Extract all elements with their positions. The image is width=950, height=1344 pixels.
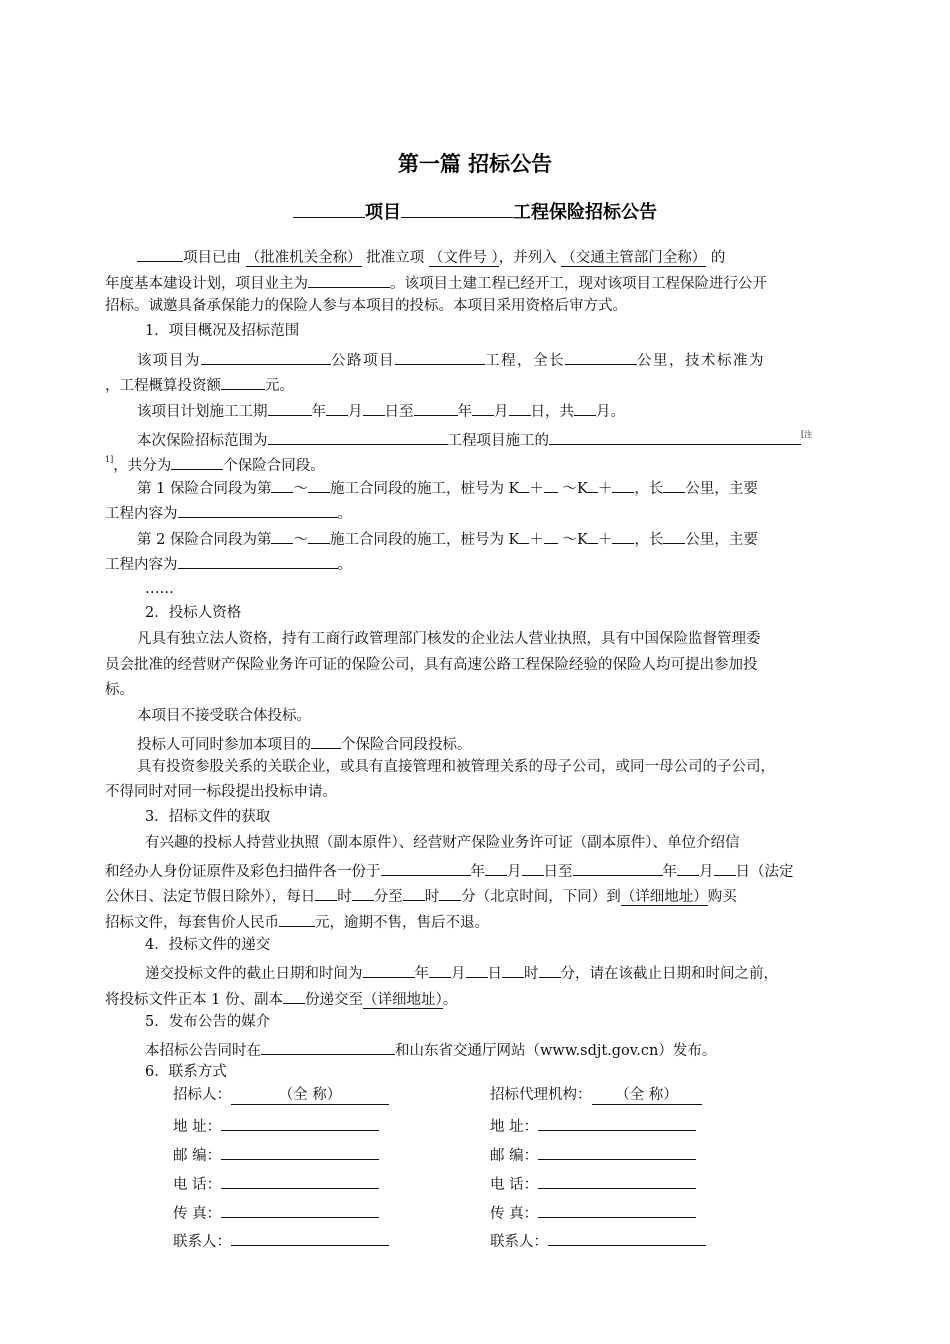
label: 邮 编： [490, 1148, 539, 1164]
text: 月。 [596, 404, 625, 420]
text: 批准立项 [366, 250, 425, 266]
blank [221, 1144, 379, 1160]
text: 本招标公告同时在 [145, 1043, 261, 1059]
s2-para-4-l1: 具有投资参股关系的关联企业，或具有直接管理和被管理关系的母子公司，或同一母公司的子公司， [137, 759, 775, 775]
text: 公休日、法定节假日除外），每日 [105, 889, 316, 905]
s3-line-4 [105, 911, 860, 932]
text: ，长 [634, 532, 664, 548]
label: 联系人： [173, 1234, 231, 1250]
blank [308, 272, 390, 288]
blank [509, 400, 531, 416]
blank [171, 454, 223, 470]
transport-authority: （交通主管部门全称） [561, 250, 707, 266]
blank [414, 400, 458, 416]
text: 和山东省交通厅网站（www.sdjt.gov.cn）发布。 [395, 1043, 717, 1059]
tenderer-name: （全 称） [231, 1086, 389, 1105]
blank [221, 374, 265, 390]
contract-section-2-cont [105, 553, 860, 574]
s1-para-2 [137, 400, 892, 421]
blank [548, 1230, 706, 1246]
text: 分至 [373, 889, 403, 905]
blank [466, 962, 488, 978]
text: 项目已由 [183, 250, 241, 266]
text: 施工合同段的施工，桩号为 K [329, 532, 520, 548]
left-postcode-row [173, 1144, 379, 1165]
contract-section-1 [137, 477, 892, 498]
blank [293, 200, 365, 218]
blank [308, 477, 330, 493]
blank [539, 962, 561, 978]
text: 元。 [265, 378, 294, 394]
detailed-address: （详细地址） [620, 889, 708, 905]
text: ＋ [597, 532, 613, 548]
blank [401, 200, 513, 218]
text: 份递交至 [304, 992, 363, 1008]
text: ～K [562, 532, 588, 548]
blank [363, 962, 415, 978]
text: 年 [662, 864, 677, 880]
text: 日至 [384, 404, 414, 420]
text: ～ [293, 532, 308, 548]
right-address-row [490, 1115, 696, 1136]
blank [439, 885, 461, 901]
text: ，长 [634, 481, 664, 497]
blank [352, 885, 374, 901]
label: 招标代理机构： [490, 1087, 592, 1103]
text: ＋ [529, 532, 544, 548]
text: 年 [470, 864, 485, 880]
text: 第 1 保险合同段为第 [137, 481, 272, 497]
blank [663, 528, 685, 544]
s2-para-4-l2: 不得同时对同一标段提出投标申请。 [105, 784, 337, 800]
label: 电 话： [173, 1177, 222, 1193]
text: 时 [424, 889, 440, 905]
s1-para-1-cont [105, 374, 860, 395]
s2-para-1-l2: 员会批准的经营财产保险业务许可证的保险公司，具有高速公路工程保险经验的保险人均可提出参加投 [105, 657, 758, 673]
s5-line-1 [145, 1039, 900, 1060]
text: 个保险合同段。 [223, 458, 325, 474]
text: 年 [457, 404, 472, 420]
right-phone-row [490, 1173, 696, 1194]
text: 工程内容为 [105, 506, 178, 522]
blank [308, 528, 330, 544]
intro-line-1 [137, 246, 892, 267]
s1-para-1 [137, 349, 892, 370]
text: 购买 [707, 889, 737, 905]
blank [315, 885, 337, 901]
intro-line-3: 招标。诚邀具备承保能力的保险人参与本项目的投标。本项目采用资格后审方式。 [105, 298, 627, 314]
text: 将投标文件正本 1 份、副本 [105, 992, 283, 1008]
announcement-title [0, 198, 950, 224]
s2-para-1-l1: 凡具有独立法人资格，持有工商行政管理部门核发的企业法人营业执照，具有中国保险监督管理委 [137, 631, 761, 647]
text: 时 [337, 889, 352, 905]
text: 本次保险招标范围为 [137, 433, 268, 449]
text: ，并列入 [498, 250, 557, 266]
detailed-address: （详细地址） [362, 992, 443, 1008]
left-phone-row [173, 1173, 379, 1194]
blank [429, 962, 451, 978]
label: 联系人： [490, 1234, 548, 1250]
section-5-heading: 5．发布公告的媒介 [145, 1014, 271, 1030]
s3-line-1: 有兴趣的投标人持营业执照（副本原件）、经营财产保险业务许可证（副本原件）、单位介绍信 [145, 835, 740, 851]
blank [538, 1144, 696, 1160]
blank [538, 1115, 696, 1131]
text: 递交投标文件的截止日期和时间为 [145, 966, 363, 982]
title-end: 工程保险招标公告 [513, 202, 657, 223]
blank [221, 1173, 379, 1189]
text: 时 [524, 966, 539, 982]
blank [538, 1173, 696, 1189]
text: 。该项目土建工程已经开工，现对该项目工程保险进行公开 [390, 276, 767, 292]
blank [403, 885, 425, 901]
blank [502, 962, 524, 978]
s3-line-2 [105, 860, 860, 881]
agency-row [490, 1086, 702, 1105]
blank [588, 528, 598, 544]
blank [538, 1202, 696, 1218]
label: 地 址： [490, 1119, 539, 1135]
text: 日 [487, 966, 502, 982]
s2-para-1-l3: 标。 [105, 682, 134, 698]
blank [271, 528, 293, 544]
right-fax-row [490, 1202, 696, 1223]
text: 月 [699, 864, 714, 880]
blank [519, 477, 529, 493]
label: 招标人： [173, 1087, 231, 1103]
s2-para-3 [137, 733, 892, 754]
document-number: （文件号 ） [428, 250, 499, 266]
text: 工程内容为 [105, 557, 178, 573]
text: 。 [337, 557, 352, 573]
label: 地 址： [173, 1119, 222, 1135]
contract-section-2 [137, 528, 892, 549]
text: 分，请在该截止日期和时间之前， [560, 966, 778, 982]
text: 月 [494, 404, 509, 420]
s1-para-3 [137, 426, 892, 450]
blank [573, 860, 663, 876]
blank [137, 246, 183, 262]
text: 个保险合同段投标。 [341, 737, 472, 753]
blank [519, 528, 529, 544]
text: 年度基本建设计划，项目业主为 [105, 276, 308, 292]
text: ～ [293, 481, 308, 497]
blank [574, 400, 596, 416]
blank [714, 860, 736, 876]
blank [544, 477, 558, 493]
section-3-heading: 3．招标文件的获取 [145, 809, 271, 825]
intro-line-2 [105, 272, 860, 293]
left-contact-row [173, 1230, 389, 1251]
tenderer-row [173, 1086, 389, 1105]
text: 投标人可同时参加本项目的 [137, 737, 311, 753]
text: ，工程概算投资额 [105, 378, 221, 394]
text: 年 [414, 966, 429, 982]
title-project: 项目 [365, 202, 401, 223]
blank [261, 1039, 395, 1055]
blank [311, 733, 341, 749]
text: ，共分为 [113, 458, 172, 474]
agency-name: （全 称） [592, 1086, 702, 1105]
blank [326, 400, 348, 416]
blank [381, 860, 471, 876]
text: 。 [337, 506, 352, 522]
text: 月 [348, 404, 363, 420]
blank [395, 349, 485, 365]
text: ＋ [529, 481, 544, 497]
blank [271, 477, 293, 493]
text: 施工合同段的施工，桩号为 K [329, 481, 520, 497]
s2-para-2: 本项目不接受联合体投标。 [137, 708, 311, 724]
blank [565, 349, 637, 365]
blank [221, 1115, 379, 1131]
blank [178, 553, 338, 569]
text: 该项目计划施工工期 [137, 404, 268, 420]
footnote-ref: [注 [801, 430, 813, 439]
blank [549, 429, 801, 445]
text: 招标文件，每套售价人民币 [105, 915, 279, 931]
blank [544, 528, 558, 544]
s4-line-2 [105, 988, 860, 1009]
blank [485, 860, 507, 876]
blank [231, 1230, 389, 1246]
blank [612, 528, 634, 544]
blank [522, 860, 544, 876]
label: 传 真： [490, 1206, 539, 1222]
chapter-title: 第一篇 招标公告 [397, 152, 553, 176]
blank [268, 429, 448, 445]
footnote-ref: 1] [105, 455, 114, 464]
blank [201, 349, 331, 365]
s4-line-1 [145, 962, 900, 983]
text: 第 2 保险合同段为第 [137, 532, 272, 548]
blank [663, 477, 685, 493]
text: 公路项目 [331, 353, 395, 369]
left-address-row [173, 1115, 379, 1136]
text: 和经办人身份证原件及彩色扫描件各一份于 [105, 864, 381, 880]
blank [588, 477, 598, 493]
text: 公里，主要 [685, 481, 758, 497]
text: 月 [507, 864, 522, 880]
text: ＋ [597, 481, 613, 497]
blank [221, 1202, 379, 1218]
blank [677, 860, 699, 876]
section-1-heading: 1．项目概况及招标范围 [145, 323, 300, 339]
text: 公里，技术标准为 [637, 353, 765, 369]
blank [472, 400, 494, 416]
section-6-heading: 6．联系方式 [145, 1064, 227, 1080]
blank [268, 400, 312, 416]
text: 日，共 [530, 404, 574, 420]
left-fax-row [173, 1202, 379, 1223]
text: 的 [710, 250, 726, 266]
right-postcode-row [490, 1144, 696, 1165]
ellipsis: …… [145, 581, 174, 597]
text: ～K [562, 481, 588, 497]
text: 日至 [543, 864, 573, 880]
blank [612, 477, 634, 493]
blank [283, 988, 305, 1004]
text: 公里，主要 [685, 532, 758, 548]
label: 传 真： [173, 1206, 222, 1222]
blank [178, 502, 338, 518]
blank [363, 400, 385, 416]
s3-line-3 [105, 885, 860, 906]
text: 年 [311, 404, 326, 420]
section-2-heading: 2．投标人资格 [145, 605, 242, 621]
text: 工程项目施工的 [447, 433, 549, 449]
section-4-heading: 4．投标文件的递交 [145, 937, 271, 953]
approval-authority: （批准机关全称） [245, 250, 362, 266]
text: 月 [451, 966, 466, 982]
text: 该项目为 [137, 353, 201, 369]
label: 电 话： [490, 1177, 539, 1193]
blank [279, 911, 315, 927]
text: 分（北京时间，下同）到 [461, 889, 621, 905]
text: 工程，全长 [485, 353, 565, 369]
text: 。 [442, 992, 458, 1008]
text: 日（法定 [735, 864, 794, 880]
label: 邮 编： [173, 1148, 222, 1164]
contract-section-1-cont [105, 502, 860, 523]
text: 元，逾期不售，售后不退。 [315, 915, 489, 931]
s1-para-3-cont [105, 451, 860, 475]
right-contact-row [490, 1230, 706, 1251]
